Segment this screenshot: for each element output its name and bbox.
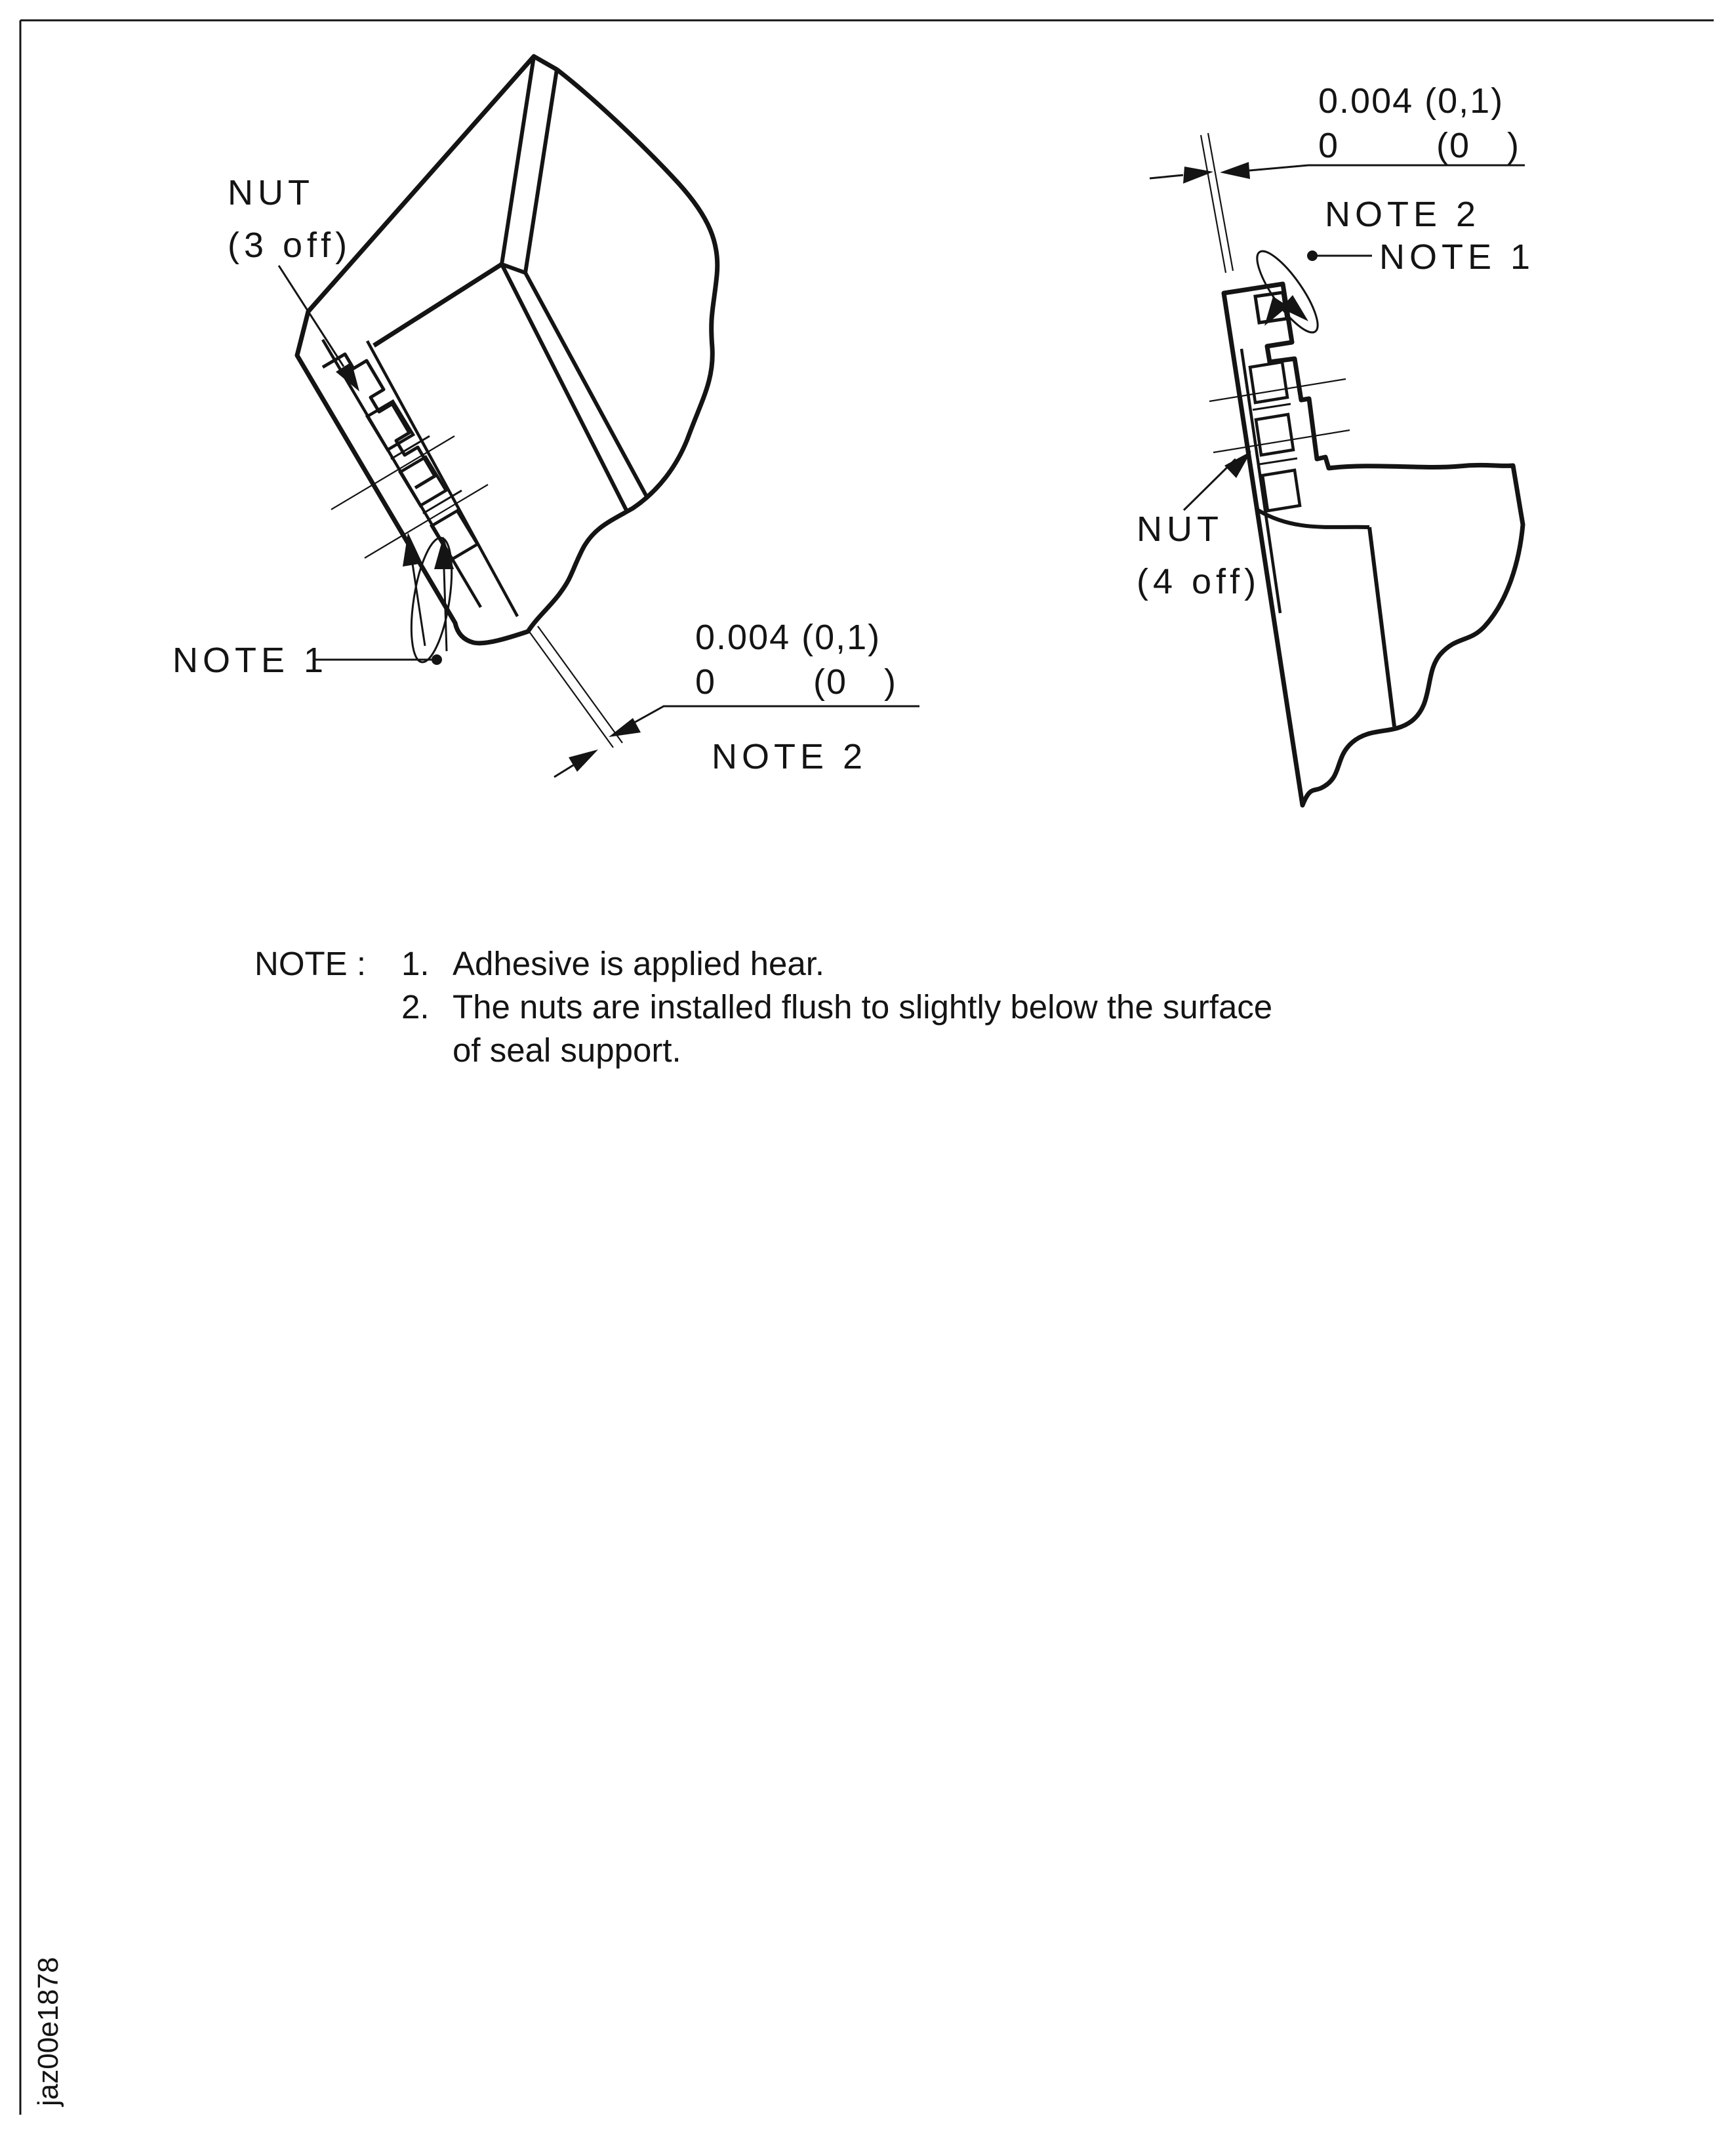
- left-face-edge-lines: [502, 264, 648, 510]
- right-nut-label: NUT: [1137, 509, 1223, 549]
- note-item1-text: Adhesive is applied hear.: [453, 945, 825, 982]
- left-note1-dot-icon: [432, 654, 442, 665]
- left-nut-label: NUT: [228, 173, 314, 212]
- right-note1-label: NOTE 1: [1379, 237, 1535, 277]
- left-note1-callout: [315, 532, 459, 665]
- note-item1-number: 1.: [401, 945, 430, 982]
- left-part-outline: [297, 56, 717, 643]
- left-dim-line1: 0.004 (0,1): [695, 618, 881, 657]
- right-dim-line2-open: (0: [1436, 126, 1471, 165]
- left-panel-edge-strip: [502, 56, 557, 273]
- right-dim-leader-line: [1249, 165, 1525, 170]
- left-nut-block-3: [432, 511, 477, 559]
- note-item2-number: 2.: [401, 988, 430, 1026]
- right-nut-block-2: [1256, 414, 1293, 455]
- left-note1-label: NOTE 1: [172, 641, 329, 680]
- right-dim-line1: 0.004 (0,1): [1318, 81, 1504, 121]
- left-dim-line2-open: (0: [813, 662, 848, 702]
- right-nut-blocks: [1250, 292, 1300, 511]
- left-nut-blocks: [367, 401, 477, 559]
- right-arm-bottom-edge: [1258, 510, 1369, 527]
- notes-heading: NOTE :: [254, 945, 367, 982]
- document-id: jaz00e1878: [32, 1957, 64, 2106]
- left-nut-count-label: (3 off): [228, 226, 352, 265]
- left-face-top-edge: [374, 264, 502, 346]
- right-nut-leader-arrowhead-icon: [1224, 451, 1251, 478]
- right-dim-arrowhead-right-icon: [1220, 162, 1250, 179]
- right-nut-block-3: [1262, 470, 1300, 511]
- right-note1-dot-icon: [1307, 250, 1318, 261]
- left-dim-arrowhead-lower-icon: [569, 749, 598, 772]
- left-dim-line2-value: 0: [695, 662, 717, 702]
- figure-left-seal-support-detail: [172, 56, 919, 777]
- page-border: [20, 20, 1714, 2115]
- left-note2-label: NOTE 2: [712, 737, 868, 776]
- note-item2-text-line1: The nuts are installed flush to slightly below the surface: [453, 988, 1273, 1026]
- note-item2-text-line2: of seal support.: [453, 1031, 681, 1069]
- left-dim-line2-close: ): [884, 662, 897, 702]
- right-note2-label: NOTE 2: [1325, 195, 1481, 234]
- right-extension-lines: [1201, 133, 1233, 273]
- right-nut-leader: [1184, 451, 1251, 510]
- right-nut-count-label: (4 off): [1137, 562, 1261, 601]
- left-extension-lines: [529, 626, 622, 748]
- right-nut-block-1: [1250, 362, 1287, 403]
- right-dim-left-shaft: [1150, 175, 1183, 178]
- figure-right-seal-support-section: [1137, 81, 1535, 805]
- right-dim-line2-value: 0: [1318, 126, 1340, 165]
- left-nut-block-1: [367, 401, 413, 450]
- right-note1-callout: [1248, 244, 1372, 340]
- right-dim-line2-close: ): [1507, 126, 1520, 165]
- right-internal-break-line: [1369, 527, 1394, 727]
- notes-block: [254, 945, 1272, 1069]
- left-dim-leader-line: [616, 706, 919, 732]
- left-nut-leader: [279, 266, 359, 391]
